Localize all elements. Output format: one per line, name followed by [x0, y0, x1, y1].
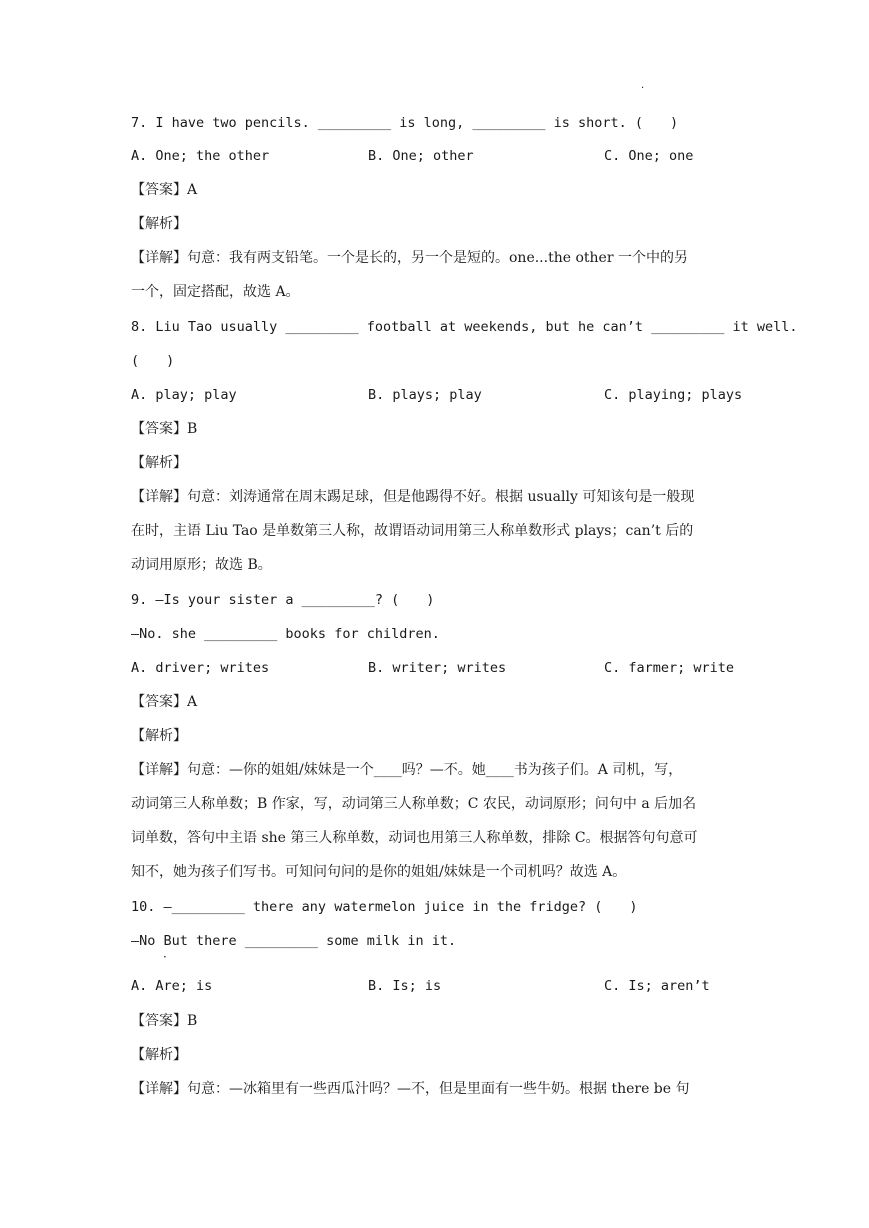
analysis-label: 【解析】 [131, 728, 187, 744]
question-10-options [131, 976, 751, 996]
question-8-options [131, 385, 751, 405]
option-a: A. Are; is [131, 978, 213, 994]
option-a: A. One; the other [131, 148, 270, 164]
detail-text: 知不，她为孩子们写书。可知问句问的是你的姐姐/妹妹是一个司机吗？故选 A。 [131, 864, 627, 880]
question-7-stem: 7. I have two pencils. _________ is long, _________ is short. ( ) [131, 115, 679, 131]
option-b: B. One; other [368, 148, 474, 164]
detail-text: 词单数，答句中主语 she 第三人称单数，动词也用第三人称单数，排除 C。根据答句句意可 [131, 830, 698, 846]
question-8-stem: 8. Liu Tao usually _________ football at weekends, but he can’t _________ it well. [131, 319, 798, 335]
detail-text: 动词第三人称单数；B 作家，写，动词第三人称单数；C 农民，动词原形；问句中 a 后加名 [131, 796, 697, 812]
question-9-stem-cont: —No. she _________ books for children. [131, 626, 440, 642]
question-9-options [131, 658, 751, 678]
question-10-stem: 10. —_________ there any watermelon juice in the fridge? ( ) [131, 899, 638, 915]
option-a: A. play; play [131, 387, 237, 403]
option-c: C. playing; plays [604, 387, 743, 403]
inline-mark: · [163, 950, 167, 964]
analysis-label: 【解析】 [131, 455, 187, 471]
option-c: C. Is; aren’t [604, 978, 710, 994]
option-a: A. driver; writes [131, 660, 270, 676]
detail-text: 【详解】句意：—你的姐姐/妹妹是一个____吗？—不。她____书为孩子们。A 司机，写， [131, 762, 683, 778]
option-b: B. writer; writes [368, 660, 507, 676]
header-mark: · [641, 83, 645, 94]
detail-text: 【详解】句意：我有两支铅笔。一个是长的，另一个是短的。one...the other 一个中的另 [131, 250, 688, 266]
detail-text: 在时，主语 Liu Tao 是单数第三人称，故谓语动词用第三人称单数形式 plays；can’t 后的 [131, 523, 694, 539]
answer-label: 【答案】B [131, 1013, 198, 1029]
analysis-label: 【解析】 [131, 216, 187, 232]
question-9-stem: 9. —Is your sister a _________? ( ) [131, 592, 435, 608]
option-b: B. Is; is [368, 978, 442, 994]
option-c: C. farmer; write [604, 660, 735, 676]
question-8-stem-cont: ( ) [131, 353, 175, 369]
answer-label: 【答案】B [131, 421, 198, 437]
question-7-options [131, 146, 751, 166]
detail-text: 动词用原形；故选 B。 [131, 557, 272, 573]
question-10-stem-cont: —No But there _________ some milk in it. [131, 933, 457, 949]
answer-label: 【答案】A [131, 694, 198, 710]
option-c: C. One; one [604, 148, 694, 164]
detail-text: 一个，固定搭配，故选 A。 [131, 284, 300, 300]
analysis-label: 【解析】 [131, 1047, 187, 1063]
detail-text: 【详解】句意：—冰箱里有一些西瓜汁吗？—不，但是里面有一些牛奶。根据 there be 句 [131, 1081, 690, 1097]
option-b: B. plays; play [368, 387, 482, 403]
answer-label: 【答案】A [131, 182, 198, 198]
detail-text: 【详解】句意：刘涛通常在周末踢足球，但是他踢得不好。根据 usually 可知该句是一般现 [131, 489, 695, 505]
